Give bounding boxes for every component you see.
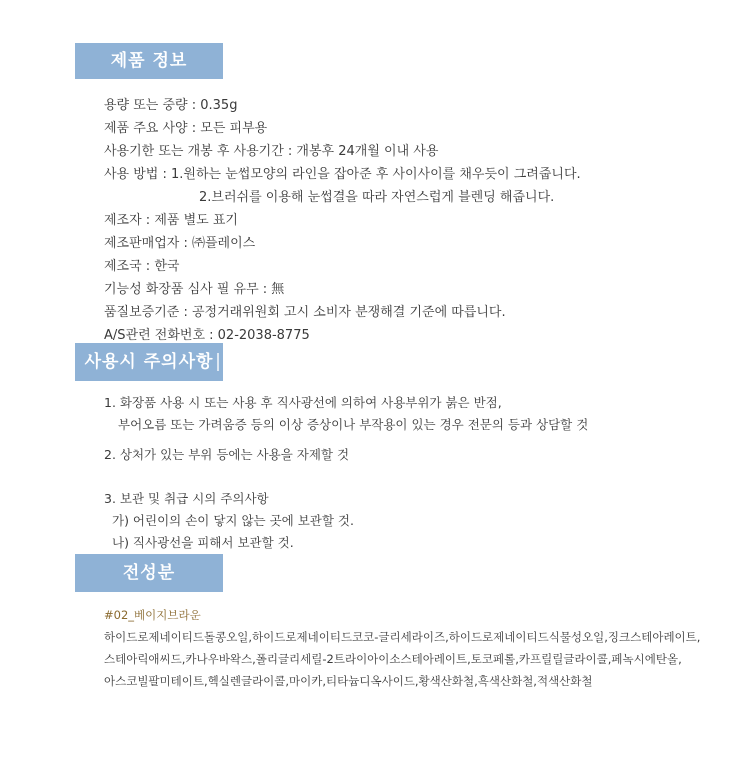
info-quality: 품질보증기준 : 공정거래위원회 고시 소비자 분쟁해결 기준에 따릅니다.	[104, 305, 506, 320]
info-country: 제조국 : 한국	[104, 259, 180, 274]
info-functional: 기능성 화장품 심사 필 유무 : 無	[104, 282, 285, 297]
info-spec: 제품 주요 사양 : 모든 피부용	[104, 121, 268, 136]
cautions-header: 사용시 주의사항	[75, 343, 223, 381]
info-usage-1: 사용 방법 : 1.원하는 눈썹모양의 라인을 잡아준 후 사이사이를 채우듯이 그려줍니다.	[104, 167, 581, 182]
ingredients-line-3: 아스코빌팔미테이트,헥실렌글라이콜,마이카,티타늄디옥사이드,황색산화철,흑색산화철,적색산화철	[104, 674, 593, 688]
info-usage-2: 2.브러쉬를 이용해 눈썹결을 따라 자연스럽게 블렌딩 해줍니다.	[199, 190, 555, 205]
shade-name: #02_베이지브라운	[104, 608, 201, 622]
cautions-list	[104, 392, 588, 554]
caution-1-line-2: 부어오름 또는 가려움증 등의 이상 증상이나 부작용이 있는 경우 전문의 등과 상담할 것	[118, 417, 589, 432]
caution-3-title: 3. 보관 및 취급 시의 주의사항	[104, 491, 269, 506]
ingredients-block	[104, 604, 700, 692]
ingredients-line-2: 스테아릭애씨드,카나우바왁스,폴리글리세릴-2트라이아이소스테아레이트,토코페롤,카프릴릴글라이콜,페녹시에탄올,	[104, 652, 682, 666]
info-expiry: 사용기한 또는 개봉 후 사용기간 : 개봉후 24개월 이내 사용	[104, 144, 439, 159]
caution-2: 2. 상처가 있는 부위 등에는 사용을 자제할 것	[104, 447, 350, 462]
info-seller: 제조판매업자 : ㈜플레이스	[104, 236, 256, 251]
ingredients-line-1: 하이드로제네이티드돌콩오일,하이드로제네이티드코코-글리세라이즈,하이드로제네이티드식물성오일,징크스테아레이트,	[104, 630, 701, 644]
caution-3-a: 가) 어린이의 손이 닿지 않는 곳에 보관할 것.	[112, 513, 354, 528]
info-volume: 용량 또는 중량 : 0.35g	[104, 98, 238, 113]
ingredients-header: 전성분	[75, 554, 223, 592]
product-info-list	[104, 94, 581, 347]
caution-3-b: 나) 직사광선을 피해서 보관할 것.	[112, 535, 294, 550]
caution-1-line-1: 1. 화장품 사용 시 또는 사용 후 직사광선에 의하여 사용부위가 붉은 반점,	[104, 395, 502, 410]
info-manufacturer: 제조자 : 제품 별도 표기	[104, 213, 238, 228]
info-phone: A/S관련 전화번호 : 02-2038-8775	[104, 328, 310, 343]
product-info-header: 제품 정보	[75, 43, 223, 79]
